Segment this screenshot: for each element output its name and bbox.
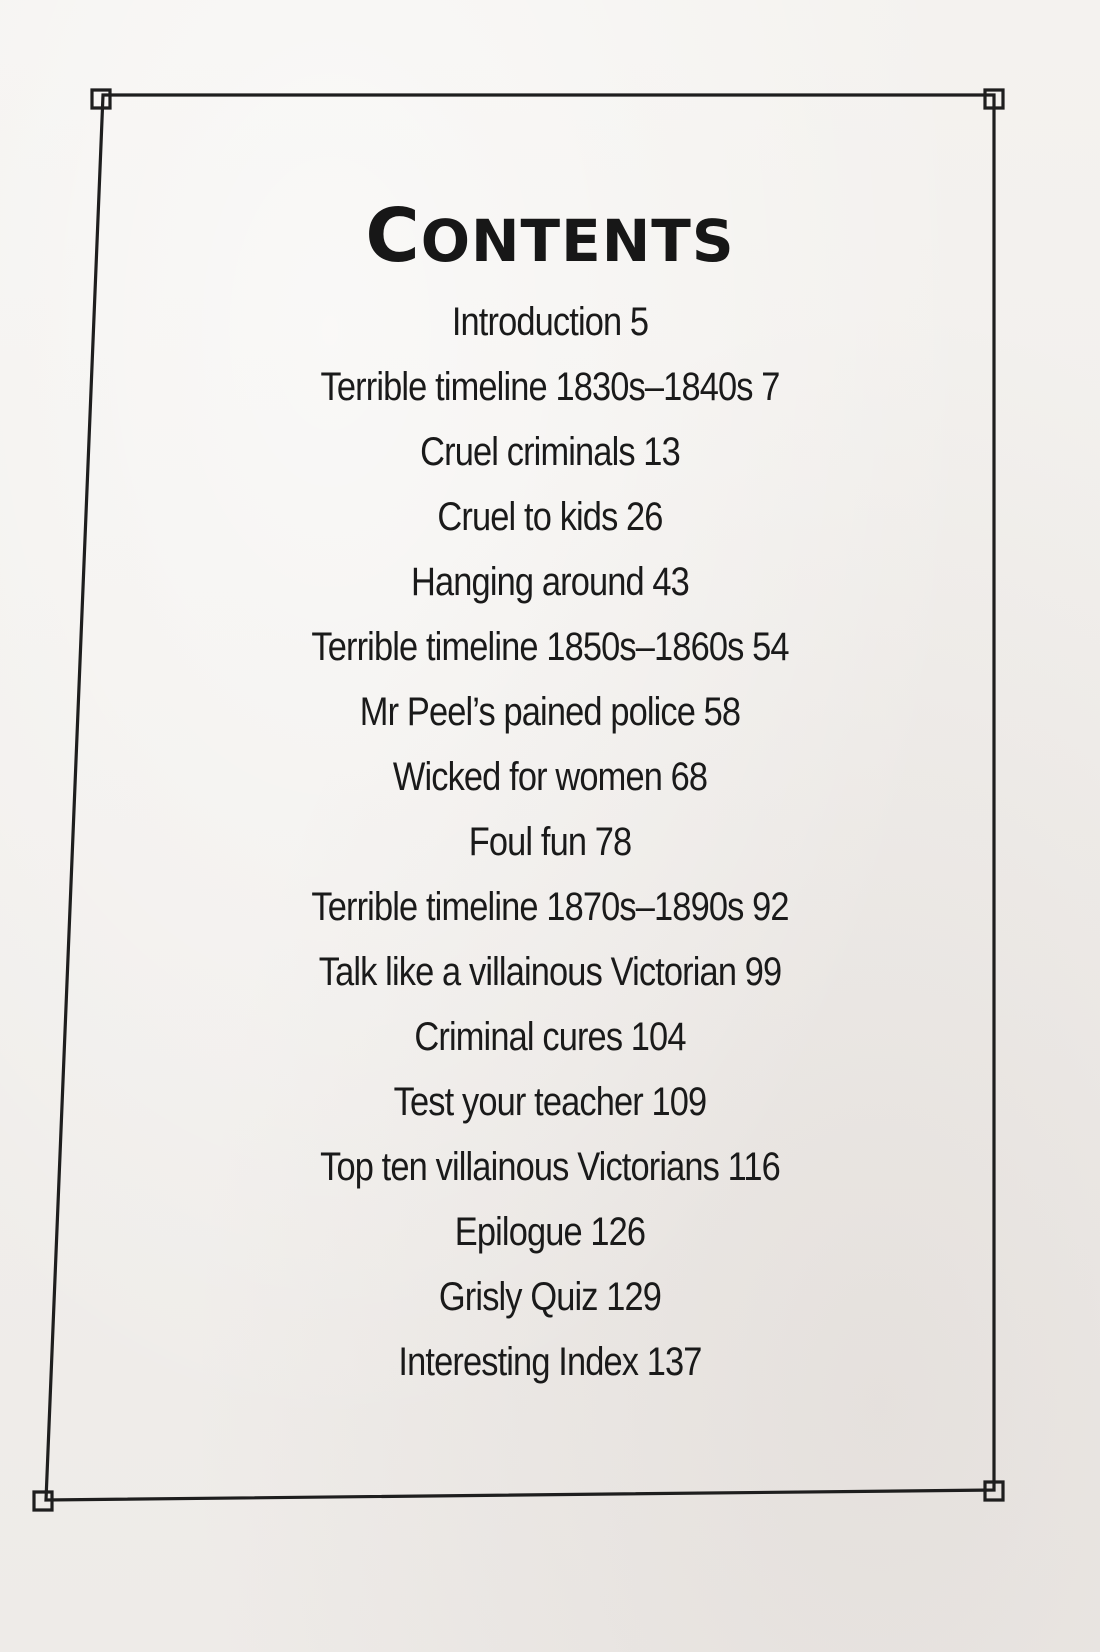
entry-title: Terrible timeline 1870s–1890s (311, 885, 744, 929)
entry-page-number: 99 (744, 950, 782, 994)
entry-title: Mr Peel’s pained police (359, 690, 696, 734)
entry-title: Grisly Quiz (438, 1275, 598, 1319)
toc-entry-test-your-teacher (154, 1070, 945, 1135)
toc-entry-wicked-for-women (154, 745, 945, 810)
heading-first-letter: C (365, 192, 421, 279)
contents-heading (0, 192, 1100, 279)
entry-page-number: 137 (646, 1340, 702, 1384)
entry-title: Cruel criminals (420, 430, 635, 474)
entry-page-number: 109 (651, 1080, 707, 1124)
toc-entry-hanging-around (154, 550, 945, 615)
toc-entry-timeline-1830s (154, 355, 945, 420)
toc-entry-peels-police (154, 680, 945, 745)
entry-page-number: 58 (703, 690, 741, 734)
entry-title: Introduction (451, 300, 622, 344)
entry-page-number: 126 (590, 1210, 646, 1254)
entry-page-number: 7 (761, 365, 780, 409)
toc-entry-grisly-quiz (154, 1265, 945, 1330)
entry-page-number: 129 (606, 1275, 662, 1319)
toc-entry-top-ten (154, 1135, 945, 1200)
entry-title: Epilogue (454, 1210, 582, 1254)
entry-page-number: 104 (630, 1015, 686, 1059)
entry-title: Foul fun (468, 820, 587, 864)
entry-title: Interesting Index (398, 1340, 639, 1384)
entry-page-number: 68 (670, 755, 708, 799)
heading-rest: ONTENTS (420, 206, 735, 275)
toc-entry-timeline-1870s (154, 875, 945, 940)
entry-page-number: 5 (629, 300, 649, 344)
entry-page-number: 54 (752, 625, 789, 669)
entry-title: Top ten villainous Victorians (320, 1145, 720, 1189)
toc-entry-criminal-cures (154, 1005, 945, 1070)
toc-entry-introduction (154, 290, 945, 355)
entry-title: Terrible timeline 1830s–1840s (320, 365, 753, 409)
entry-title: Talk like a villainous Victorian (318, 950, 737, 994)
entry-title: Criminal cures (414, 1015, 623, 1059)
entry-page-number: 92 (752, 885, 789, 929)
toc-entry-foul-fun (154, 810, 945, 875)
toc-entry-timeline-1850s (154, 615, 945, 680)
entry-page-number: 116 (727, 1145, 780, 1189)
toc-entry-talk-like-victorian (154, 940, 945, 1005)
entry-title: Cruel to kids (437, 495, 618, 539)
entry-page-number: 26 (626, 495, 663, 539)
entry-page-number: 13 (643, 430, 680, 474)
toc-entry-interesting-index (154, 1330, 945, 1395)
entry-page-number: 78 (594, 820, 632, 864)
entry-page-number: 43 (652, 560, 689, 604)
entry-title: Test your teacher (393, 1080, 643, 1124)
table-of-contents (90, 290, 1010, 1395)
toc-entry-epilogue (154, 1200, 945, 1265)
entry-title: Hanging around (411, 560, 644, 604)
entry-title: Wicked for women (392, 755, 663, 799)
entry-title: Terrible timeline 1850s–1860s (311, 625, 744, 669)
toc-entry-cruel-to-kids (154, 485, 945, 550)
toc-entry-cruel-criminals (154, 420, 945, 485)
